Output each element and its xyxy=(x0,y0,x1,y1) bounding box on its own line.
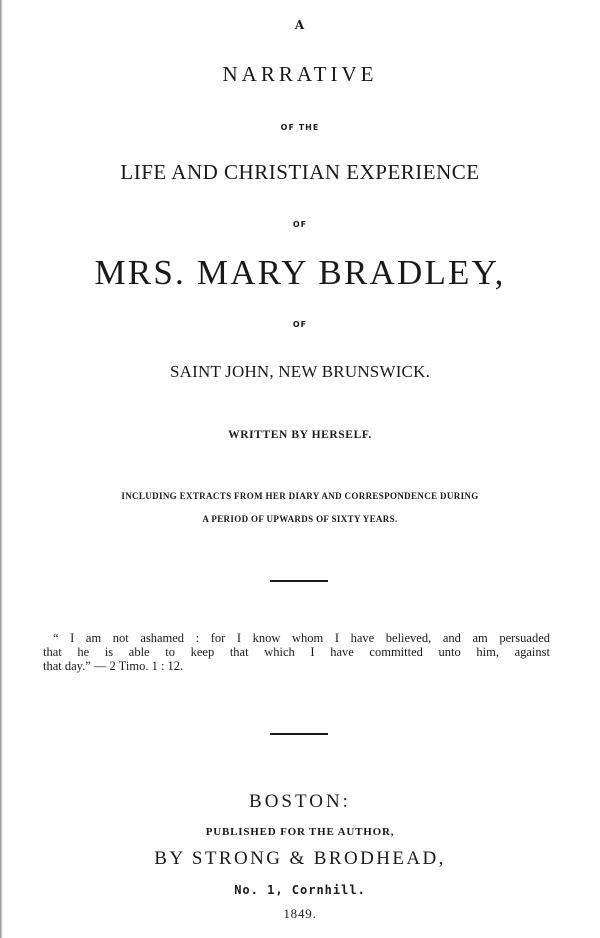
authorship-note: WRITTEN BY HERSELF. xyxy=(228,429,372,441)
title-article: A xyxy=(294,18,306,32)
contents-note-line-1: INCLUDING EXTRACTS FROM HER DIARY AND CORRESPONDENCE DURING xyxy=(121,491,479,501)
imprint-city: BOSTON: xyxy=(249,791,351,812)
title-of-the: OF THE xyxy=(280,123,320,132)
title-narrative: NARRATIVE xyxy=(222,62,378,86)
author-name: MRS. MARY BRADLEY, xyxy=(94,253,506,292)
imprint-year: 1849. xyxy=(283,906,317,921)
imprint-address: No. 1, Cornhill. xyxy=(234,883,366,897)
divider-rule-top xyxy=(270,580,328,582)
contents-note-line-2: A PERIOD OF UPWARDS OF SIXTY YEARS. xyxy=(202,514,398,524)
title-of-2: OF xyxy=(292,320,308,329)
epigraph-line-2: that he is able to keep that which I have committed unto him, against xyxy=(43,645,550,659)
divider-rule-bottom xyxy=(270,733,328,735)
epigraph-line-3: that day.” — 2 Timo. 1 : 12. xyxy=(43,659,184,673)
title-of-1: OF xyxy=(292,220,308,229)
imprint-publisher: BY STRONG & BRODHEAD, xyxy=(154,848,446,869)
imprint-published-for: PUBLISHED FOR THE AUTHOR, xyxy=(205,826,395,838)
epigraph-line-1: “ I am not ashamed : for I know whom I have believed, and am persuaded xyxy=(53,631,550,645)
epigraph xyxy=(43,631,550,673)
author-place: SAINT JOHN, NEW BRUNSWICK. xyxy=(169,362,431,381)
title-subject: LIFE AND CHRISTIAN EXPERIENCE xyxy=(120,160,480,184)
